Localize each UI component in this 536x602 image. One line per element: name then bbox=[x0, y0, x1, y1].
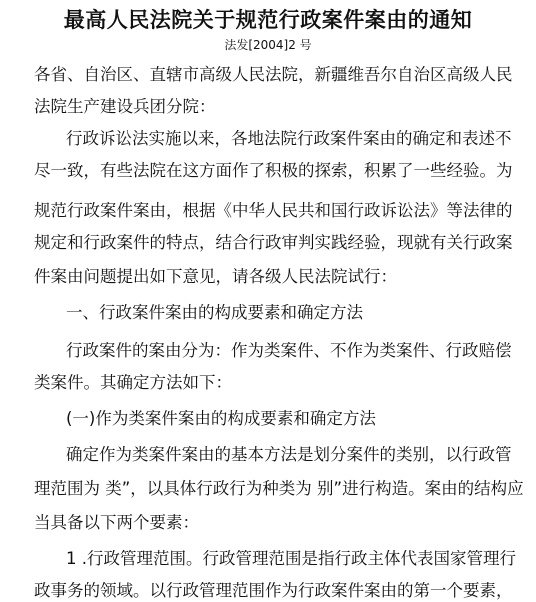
body-line: 行政诉讼法实施以来，各地法院行政案件案由的确定和表述不 bbox=[66, 129, 512, 148]
body-line: 确定作为类案件案由的基本方法是划分案件的类别，以行政管 bbox=[66, 445, 512, 464]
body-line: 1 .行政管理范围。行政管理范围是指行政主体代表国家管理行 bbox=[66, 549, 516, 568]
section-heading: 一、行政案件案由的构成要素和确定方法 bbox=[66, 303, 363, 322]
body-line: 各省、自治区、直辖市高级人民法院，新疆维吾尔自治区高级人民 bbox=[34, 65, 513, 84]
body-line: 类案件。其确定方法如下： bbox=[34, 373, 232, 392]
body-line: 当具备以下两个要素： bbox=[34, 513, 199, 532]
document-title: 最高人民法院关于规范行政案件案由的通知 bbox=[63, 8, 473, 32]
document-number: 法发[2004]2 号 bbox=[224, 38, 312, 52]
body-line: 理范围为 类”，以具体行政行为种类为 别”进行构造。案由的结构应 bbox=[34, 479, 524, 498]
body-line: 行政案件的案由分为：作为类案件、不作为类案件、行政赔偿 bbox=[66, 341, 512, 360]
body-line: 规定和行政案件的特点，结合行政审判实践经验，现就有关行政案 bbox=[34, 233, 513, 252]
body-line: 规范行政案件案由，根据《中华人民共和国行政诉讼法》等法律的 bbox=[34, 201, 513, 220]
subsection-heading: (一)作为类案件案由的构成要素和确定方法 bbox=[66, 409, 376, 428]
body-line: 政事务的领域。以行政管理范围作为行政案件案由的第一个要素， bbox=[34, 581, 513, 600]
body-line: 法院生产建设兵团分院： bbox=[34, 97, 216, 116]
body-line: 件案由问题提出如下意见，请各级人民法院试行： bbox=[34, 267, 397, 286]
body-line: 尽一致，有些法院在这方面作了积极的探索，积累了一些经验。为 bbox=[34, 161, 513, 180]
